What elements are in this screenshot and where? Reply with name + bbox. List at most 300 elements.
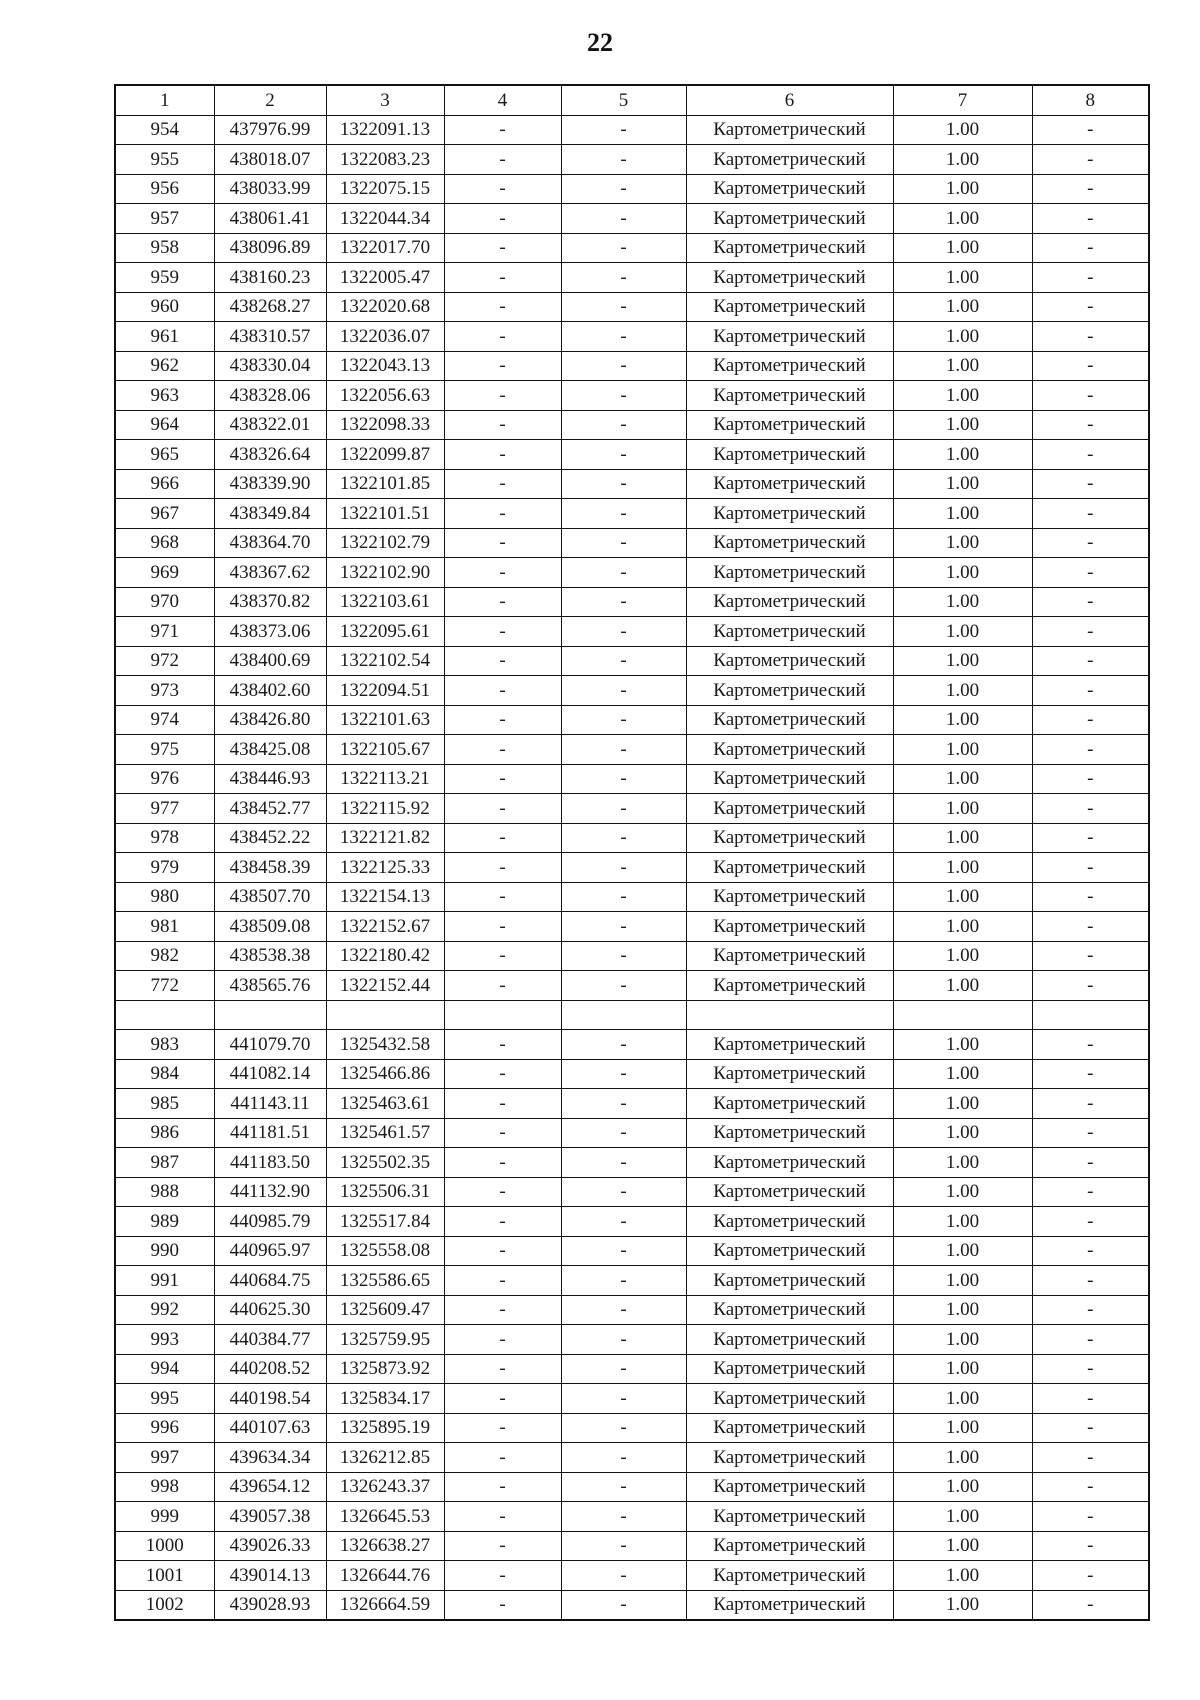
cell-col-4: -	[444, 410, 561, 440]
cell-col-4: -	[444, 558, 561, 588]
column-header-4: 4	[444, 85, 561, 115]
table-row	[115, 233, 1149, 263]
cell-point-number: 995	[115, 1384, 214, 1414]
cell-col-5: -	[561, 528, 686, 558]
cell-y-coordinate: 1326212.85	[326, 1443, 444, 1473]
cell-method: Картометрический	[686, 617, 893, 647]
page-number: 22	[587, 28, 613, 57]
cell-accuracy: 1.00	[893, 941, 1032, 971]
cell-point-number: 983	[115, 1030, 214, 1060]
cell-accuracy: 1.00	[893, 1089, 1032, 1119]
cell-col-8: -	[1032, 1502, 1149, 1532]
cell-col-4: -	[444, 263, 561, 293]
cell-accuracy: 1.00	[893, 1295, 1032, 1325]
table-row	[115, 1030, 1149, 1060]
cell-y-coordinate: 1322095.61	[326, 617, 444, 647]
header-row	[115, 85, 1149, 115]
cell-col-4: -	[444, 646, 561, 676]
cell-col-5: -	[561, 440, 686, 470]
cell-col-4: -	[444, 145, 561, 175]
cell-point-number: 987	[115, 1148, 214, 1178]
table-row	[115, 145, 1149, 175]
table-row	[115, 1413, 1149, 1443]
cell-method: Картометрический	[686, 823, 893, 853]
cell-accuracy: 1.00	[893, 1590, 1032, 1620]
cell-y-coordinate: 1326645.53	[326, 1502, 444, 1532]
cell-col-8: -	[1032, 853, 1149, 883]
cell-accuracy: 1.00	[893, 794, 1032, 824]
cell-x-coordinate: 437976.99	[214, 115, 326, 145]
cell-point-number: 958	[115, 233, 214, 263]
cell-col-5: -	[561, 1325, 686, 1355]
cell-method: Картометрический	[686, 115, 893, 145]
cell-col-5: -	[561, 1561, 686, 1591]
cell-col-5: -	[561, 381, 686, 411]
cell-accuracy: 1.00	[893, 145, 1032, 175]
cell-point-number: 961	[115, 322, 214, 352]
cell-col-4: -	[444, 1590, 561, 1620]
cell-method: Картометрический	[686, 764, 893, 794]
cell-point-number: 993	[115, 1325, 214, 1355]
cell-col-5: -	[561, 617, 686, 647]
cell-x-coordinate: 438096.89	[214, 233, 326, 263]
cell-col-8: -	[1032, 1561, 1149, 1591]
cell-accuracy: 1.00	[893, 499, 1032, 529]
cell-col-4: -	[444, 1059, 561, 1089]
cell-col-4: -	[444, 351, 561, 381]
cell-accuracy: 1.00	[893, 1354, 1032, 1384]
cell-col-4: -	[444, 764, 561, 794]
cell-x-coordinate: 438425.08	[214, 735, 326, 765]
cell-col-8: -	[1032, 499, 1149, 529]
cell-accuracy: 1.00	[893, 322, 1032, 352]
cell-x-coordinate: 439028.93	[214, 1590, 326, 1620]
cell-accuracy: 1.00	[893, 410, 1032, 440]
coordinates-table	[114, 84, 1150, 1621]
cell-point-number: 960	[115, 292, 214, 322]
cell-col-4: -	[444, 882, 561, 912]
cell-col-4: -	[444, 1561, 561, 1591]
cell-y-coordinate: 1322005.47	[326, 263, 444, 293]
cell-method: Картометрический	[686, 351, 893, 381]
cell-accuracy: 1.00	[893, 823, 1032, 853]
cell-method: Картометрический	[686, 587, 893, 617]
cell-accuracy: 1.00	[893, 263, 1032, 293]
cell-point-number: 992	[115, 1295, 214, 1325]
cell-col-5: -	[561, 1443, 686, 1473]
cell-method: Картометрический	[686, 1443, 893, 1473]
cell-col-8: -	[1032, 1089, 1149, 1119]
cell-col-8: -	[1032, 1177, 1149, 1207]
cell-point-number: 1000	[115, 1531, 214, 1561]
cell-col-8: -	[1032, 941, 1149, 971]
cell-method: Картометрический	[686, 469, 893, 499]
cell-accuracy: 1.00	[893, 646, 1032, 676]
table-row	[115, 322, 1149, 352]
cell-accuracy: 1.00	[893, 558, 1032, 588]
cell-point-number: 996	[115, 1413, 214, 1443]
table-row	[115, 1590, 1149, 1620]
cell-col-5	[561, 1000, 686, 1030]
cell-col-5: -	[561, 735, 686, 765]
cell-method: Картометрический	[686, 1059, 893, 1089]
cell-accuracy: 1.00	[893, 1266, 1032, 1296]
cell-accuracy: 1.00	[893, 1059, 1032, 1089]
table-row	[115, 646, 1149, 676]
cell-x-coordinate: 440684.75	[214, 1266, 326, 1296]
cell-point-number: 957	[115, 204, 214, 234]
cell-y-coordinate: 1325463.61	[326, 1089, 444, 1119]
cell-y-coordinate: 1322180.42	[326, 941, 444, 971]
cell-method: Картометрический	[686, 1207, 893, 1237]
cell-y-coordinate: 1322152.67	[326, 912, 444, 942]
cell-col-4: -	[444, 528, 561, 558]
cell-col-4: -	[444, 1354, 561, 1384]
cell-col-8: -	[1032, 1443, 1149, 1473]
cell-point-number: 962	[115, 351, 214, 381]
cell-x-coordinate: 438367.62	[214, 558, 326, 588]
cell-y-coordinate: 1326243.37	[326, 1472, 444, 1502]
cell-x-coordinate: 438452.77	[214, 794, 326, 824]
cell-point-number: 974	[115, 705, 214, 735]
cell-x-coordinate: 438507.70	[214, 882, 326, 912]
cell-x-coordinate: 441181.51	[214, 1118, 326, 1148]
cell-point-number: 988	[115, 1177, 214, 1207]
cell-col-8: -	[1032, 764, 1149, 794]
cell-y-coordinate: 1322075.15	[326, 174, 444, 204]
table-row	[115, 735, 1149, 765]
cell-col-4: -	[444, 1384, 561, 1414]
cell-method: Картометрический	[686, 971, 893, 1001]
cell-method: Картометрический	[686, 1531, 893, 1561]
table-row	[115, 1148, 1149, 1178]
cell-method: Картометрический	[686, 1148, 893, 1178]
cell-point-number: 973	[115, 676, 214, 706]
cell-accuracy: 1.00	[893, 617, 1032, 647]
cell-col-4: -	[444, 853, 561, 883]
cell-x-coordinate: 438160.23	[214, 263, 326, 293]
cell-col-4: -	[444, 1443, 561, 1473]
cell-col-8: -	[1032, 469, 1149, 499]
cell-x-coordinate: 438328.06	[214, 381, 326, 411]
cell-point-number: 956	[115, 174, 214, 204]
cell-accuracy: 1.00	[893, 115, 1032, 145]
cell-col-4: -	[444, 174, 561, 204]
cell-method: Картометрический	[686, 1325, 893, 1355]
cell-x-coordinate: 439014.13	[214, 1561, 326, 1591]
cell-point-number: 969	[115, 558, 214, 588]
cell-point-number: 999	[115, 1502, 214, 1532]
cell-x-coordinate: 441132.90	[214, 1177, 326, 1207]
cell-col-8: -	[1032, 115, 1149, 145]
column-header-3: 3	[326, 85, 444, 115]
cell-x-coordinate: 438400.69	[214, 646, 326, 676]
cell-point-number: 991	[115, 1266, 214, 1296]
cell-x-coordinate: 438339.90	[214, 469, 326, 499]
cell-accuracy: 1.00	[893, 381, 1032, 411]
cell-col-5: -	[561, 646, 686, 676]
cell-col-5: -	[561, 1236, 686, 1266]
cell-col-5: -	[561, 469, 686, 499]
cell-method: Картометрический	[686, 440, 893, 470]
cell-col-4: -	[444, 469, 561, 499]
cell-y-coordinate: 1322101.85	[326, 469, 444, 499]
cell-point-number: 968	[115, 528, 214, 558]
cell-col-4: -	[444, 1236, 561, 1266]
cell-point-number: 986	[115, 1118, 214, 1148]
cell-col-5: -	[561, 1590, 686, 1620]
table-row	[115, 1472, 1149, 1502]
cell-y-coordinate: 1322103.61	[326, 587, 444, 617]
cell-col-8: -	[1032, 646, 1149, 676]
cell-x-coordinate: 438373.06	[214, 617, 326, 647]
table-body	[115, 115, 1149, 1620]
cell-y-coordinate: 1322113.21	[326, 764, 444, 794]
table-row	[115, 1502, 1149, 1532]
cell-method: Картометрический	[686, 558, 893, 588]
cell-y-coordinate: 1326664.59	[326, 1590, 444, 1620]
cell-col-8: -	[1032, 1413, 1149, 1443]
cell-accuracy: 1.00	[893, 233, 1032, 263]
table-row	[115, 971, 1149, 1001]
cell-col-4: -	[444, 912, 561, 942]
column-header-2: 2	[214, 85, 326, 115]
cell-col-8: -	[1032, 1030, 1149, 1060]
cell-col-5: -	[561, 351, 686, 381]
cell-y-coordinate: 1325517.84	[326, 1207, 444, 1237]
table-row	[115, 1561, 1149, 1591]
cell-method: Картометрический	[686, 1354, 893, 1384]
cell-x-coordinate: 438370.82	[214, 587, 326, 617]
table-row	[115, 912, 1149, 942]
cell-x-coordinate: 439634.34	[214, 1443, 326, 1473]
cell-y-coordinate: 1322094.51	[326, 676, 444, 706]
cell-x-coordinate: 440107.63	[214, 1413, 326, 1443]
cell-col-5: -	[561, 1502, 686, 1532]
table-row	[115, 587, 1149, 617]
cell-method: Картометрический	[686, 322, 893, 352]
cell-col-8: -	[1032, 1266, 1149, 1296]
cell-col-8: -	[1032, 823, 1149, 853]
table-row	[115, 381, 1149, 411]
cell-y-coordinate: 1322083.23	[326, 145, 444, 175]
cell-x-coordinate: 438538.38	[214, 941, 326, 971]
cell-y-coordinate: 1322102.90	[326, 558, 444, 588]
cell-y-coordinate: 1322102.54	[326, 646, 444, 676]
cell-col-8: -	[1032, 1590, 1149, 1620]
cell-col-8: -	[1032, 1236, 1149, 1266]
cell-y-coordinate: 1322099.87	[326, 440, 444, 470]
table-row	[115, 941, 1149, 971]
cell-col-4: -	[444, 1177, 561, 1207]
cell-x-coordinate: 440208.52	[214, 1354, 326, 1384]
table-row	[115, 263, 1149, 293]
cell-col-5: -	[561, 882, 686, 912]
cell-method: Картометрический	[686, 1030, 893, 1060]
cell-y-coordinate: 1325558.08	[326, 1236, 444, 1266]
cell-y-coordinate: 1325586.65	[326, 1266, 444, 1296]
cell-point-number: 1001	[115, 1561, 214, 1591]
cell-point-number: 954	[115, 115, 214, 145]
cell-x-coordinate: 438310.57	[214, 322, 326, 352]
cell-point-number: 989	[115, 1207, 214, 1237]
table-row	[115, 1059, 1149, 1089]
cell-accuracy	[893, 1000, 1032, 1030]
cell-col-5: -	[561, 1207, 686, 1237]
cell-method: Картометрический	[686, 941, 893, 971]
cell-accuracy: 1.00	[893, 1443, 1032, 1473]
cell-x-coordinate: 438033.99	[214, 174, 326, 204]
cell-col-8: -	[1032, 735, 1149, 765]
cell-col-8: -	[1032, 1325, 1149, 1355]
cell-col-4: -	[444, 971, 561, 1001]
cell-accuracy: 1.00	[893, 1384, 1032, 1414]
table-row	[115, 410, 1149, 440]
cell-col-5: -	[561, 263, 686, 293]
cell-point-number: 984	[115, 1059, 214, 1089]
cell-method: Картометрический	[686, 292, 893, 322]
cell-col-5: -	[561, 233, 686, 263]
column-header-5: 5	[561, 85, 686, 115]
table-row	[115, 1325, 1149, 1355]
cell-y-coordinate: 1326638.27	[326, 1531, 444, 1561]
cell-y-coordinate: 1325502.35	[326, 1148, 444, 1178]
table-row	[115, 1207, 1149, 1237]
cell-col-8: -	[1032, 292, 1149, 322]
cell-point-number: 963	[115, 381, 214, 411]
cell-y-coordinate: 1325834.17	[326, 1384, 444, 1414]
cell-accuracy: 1.00	[893, 1413, 1032, 1443]
table-row	[115, 204, 1149, 234]
cell-col-4: -	[444, 440, 561, 470]
cell-col-4: -	[444, 1148, 561, 1178]
cell-col-5: -	[561, 1059, 686, 1089]
cell-col-4: -	[444, 1089, 561, 1119]
cell-method: Картометрический	[686, 1502, 893, 1532]
cell-col-5: -	[561, 1148, 686, 1178]
cell-point-number: 967	[115, 499, 214, 529]
cell-col-5: -	[561, 1531, 686, 1561]
table-row	[115, 1177, 1149, 1207]
cell-col-8: -	[1032, 882, 1149, 912]
cell-y-coordinate: 1322121.82	[326, 823, 444, 853]
cell-point-number: 975	[115, 735, 214, 765]
cell-col-4: -	[444, 322, 561, 352]
cell-y-coordinate: 1322098.33	[326, 410, 444, 440]
cell-y-coordinate: 1325609.47	[326, 1295, 444, 1325]
cell-point-number: 971	[115, 617, 214, 647]
cell-accuracy: 1.00	[893, 912, 1032, 942]
cell-accuracy: 1.00	[893, 882, 1032, 912]
cell-col-8: -	[1032, 233, 1149, 263]
cell-col-5: -	[561, 705, 686, 735]
cell-method: Картометрический	[686, 204, 893, 234]
cell-method: Картометрический	[686, 912, 893, 942]
cell-col-5: -	[561, 1413, 686, 1443]
cell-x-coordinate: 438426.80	[214, 705, 326, 735]
cell-col-5: -	[561, 145, 686, 175]
cell-accuracy: 1.00	[893, 1502, 1032, 1532]
cell-x-coordinate: 440384.77	[214, 1325, 326, 1355]
cell-accuracy: 1.00	[893, 1177, 1032, 1207]
cell-method: Картометрический	[686, 1472, 893, 1502]
cell-col-4: -	[444, 1118, 561, 1148]
cell-point-number: 998	[115, 1472, 214, 1502]
column-header-8: 8	[1032, 85, 1149, 115]
cell-x-coordinate: 438458.39	[214, 853, 326, 883]
cell-point-number: 997	[115, 1443, 214, 1473]
table-row	[115, 174, 1149, 204]
cell-point-number: 977	[115, 794, 214, 824]
cell-col-5: -	[561, 1118, 686, 1148]
cell-y-coordinate: 1325432.58	[326, 1030, 444, 1060]
cell-accuracy: 1.00	[893, 971, 1032, 1001]
cell-method: Картометрический	[686, 381, 893, 411]
cell-col-5: -	[561, 499, 686, 529]
cell-accuracy: 1.00	[893, 1325, 1032, 1355]
cell-col-4: -	[444, 1472, 561, 1502]
cell-col-5: -	[561, 558, 686, 588]
cell-col-4: -	[444, 735, 561, 765]
cell-col-8: -	[1032, 1118, 1149, 1148]
cell-col-8: -	[1032, 322, 1149, 352]
cell-x-coordinate: 441079.70	[214, 1030, 326, 1060]
cell-method: Картометрический	[686, 646, 893, 676]
cell-y-coordinate: 1322101.51	[326, 499, 444, 529]
cell-x-coordinate: 438330.04	[214, 351, 326, 381]
cell-accuracy: 1.00	[893, 528, 1032, 558]
cell-y-coordinate: 1322152.44	[326, 971, 444, 1001]
cell-y-coordinate: 1322091.13	[326, 115, 444, 145]
cell-col-8: -	[1032, 1148, 1149, 1178]
cell-method: Картометрический	[686, 233, 893, 263]
cell-method: Картометрический	[686, 263, 893, 293]
cell-col-8: -	[1032, 558, 1149, 588]
table-row	[115, 794, 1149, 824]
cell-col-5: -	[561, 322, 686, 352]
cell-col-8: -	[1032, 705, 1149, 735]
cell-point-number: 959	[115, 263, 214, 293]
cell-col-8: -	[1032, 440, 1149, 470]
cell-x-coordinate: 440625.30	[214, 1295, 326, 1325]
cell-accuracy: 1.00	[893, 587, 1032, 617]
cell-x-coordinate: 441082.14	[214, 1059, 326, 1089]
cell-col-4: -	[444, 1531, 561, 1561]
table-row	[115, 1266, 1149, 1296]
cell-point-number: 964	[115, 410, 214, 440]
cell-point-number: 980	[115, 882, 214, 912]
cell-x-coordinate: 440985.79	[214, 1207, 326, 1237]
cell-col-5: -	[561, 823, 686, 853]
cell-col-5: -	[561, 1266, 686, 1296]
cell-method: Картометрический	[686, 882, 893, 912]
cell-col-8: -	[1032, 1295, 1149, 1325]
cell-col-4: -	[444, 233, 561, 263]
cell-col-5: -	[561, 1384, 686, 1414]
cell-x-coordinate: 438402.60	[214, 676, 326, 706]
cell-x-coordinate: 441143.11	[214, 1089, 326, 1119]
cell-point-number: 772	[115, 971, 214, 1001]
table-row	[115, 1236, 1149, 1266]
table-row	[115, 499, 1149, 529]
cell-col-5: -	[561, 941, 686, 971]
cell-accuracy: 1.00	[893, 1207, 1032, 1237]
cell-method: Картометрический	[686, 174, 893, 204]
cell-y-coordinate: 1322125.33	[326, 853, 444, 883]
cell-accuracy: 1.00	[893, 469, 1032, 499]
cell-point-number: 965	[115, 440, 214, 470]
cell-point-number: 981	[115, 912, 214, 942]
